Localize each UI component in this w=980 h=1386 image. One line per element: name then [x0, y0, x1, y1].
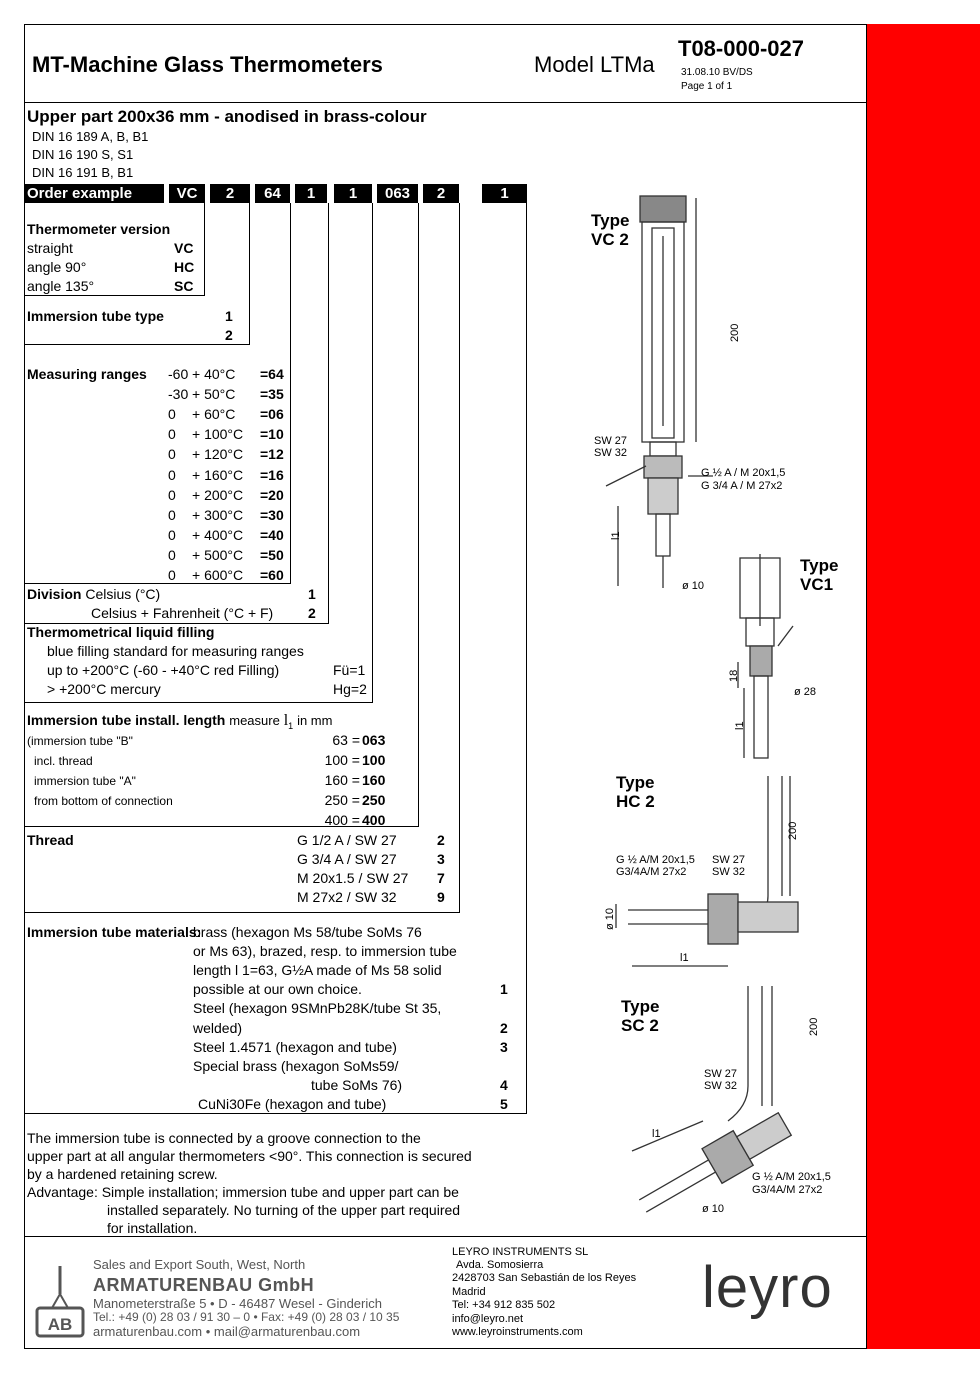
bracket-line [459, 203, 460, 912]
material-text: Steel (hexagon 9SMnPb28K/tube St 35, [193, 1000, 442, 1017]
sc2-l1: l1 [652, 1128, 661, 1140]
vc1-dia: ø 28 [794, 686, 817, 698]
filling-text: > +200°C mercury [47, 681, 161, 697]
range-low: -30 [168, 386, 189, 403]
material-text: welded) [193, 1019, 243, 1036]
subtitle: Upper part 200x36 mm - anodised in brass-colour [27, 107, 427, 126]
range-low: 0 [168, 446, 176, 463]
figure-label: Type [616, 773, 655, 792]
armaturenbau-logo-text: AB [47, 1315, 73, 1334]
version-code: SC [174, 278, 194, 294]
footer-phone: Tel.: +49 (0) 28 03 / 91 30 – 0 • Fax: +49 (0) 28 03 / 10 35 [93, 1310, 400, 1324]
bracket-line [372, 203, 373, 702]
section-heading: Immersion tube materials: [27, 924, 202, 940]
measure-symbol: l [283, 712, 289, 729]
armaturenbau-logo-icon [34, 1264, 86, 1340]
division-row [27, 586, 160, 602]
range-code: =35 [260, 386, 284, 403]
figure-label: VC1 [800, 575, 834, 594]
page-number: Page 1 of 1 [681, 81, 733, 92]
leyro-line: info@leyro.net [452, 1312, 524, 1325]
order-code-division: 1 [295, 184, 327, 203]
length-mm: 160 = [324, 772, 360, 788]
footer-address: Manometerstraße 5 • D - 46487 Wesel - Ginderich [93, 1296, 382, 1311]
length-note: immersion tube "A" [34, 774, 136, 788]
range-code: =30 [260, 506, 284, 523]
material-code: 1 [500, 981, 508, 998]
figure-label: SC 2 [621, 1016, 659, 1035]
material-text: Special brass (hexagon SoMs59/ [193, 1057, 399, 1074]
vc2-drawing [606, 196, 713, 588]
header-divider [24, 102, 867, 103]
order-code-tube-type: 2 [210, 184, 250, 203]
version-code: HC [174, 259, 195, 275]
tube-type-code: 1 [225, 308, 233, 324]
length-mm: 100 = [324, 752, 360, 768]
note-line: Advantage: Simple installation; immersion tube and upper part can be [27, 1183, 459, 1200]
section-heading: Immersion tube install. length [27, 712, 226, 728]
note-line: The immersion tube is connected by a groove connection to the [27, 1130, 421, 1146]
range-low: 0 [168, 426, 176, 443]
length-mm: 63 = [332, 732, 360, 748]
material-text: tube SoMs 76) [311, 1076, 403, 1093]
din-line: DIN 16 190 S, S1 [32, 147, 134, 162]
order-code-range: 64 [255, 184, 290, 203]
thread-label: G 1/2 A / SW 27 [297, 832, 397, 848]
hc2-dim-200: 200 [787, 821, 799, 840]
filling-text: up to +200°C (-60 - +40°C red Filling) [47, 662, 280, 678]
leyro-line: Tel: +34 912 835 502 [452, 1299, 556, 1312]
range-code: =64 [260, 366, 284, 382]
material-text: brass (hexagon Ms 58/tube SoMs 76 [193, 924, 422, 940]
order-code-length: 063 [377, 184, 418, 203]
hc2-sw: SW 32 [712, 866, 746, 878]
range-high: + 200°C [192, 486, 244, 503]
tube-type-code: 2 [225, 327, 233, 343]
length-code: 100 [362, 752, 386, 768]
vc2-sw: SW 32 [594, 447, 628, 459]
length-note: incl. thread [34, 754, 93, 768]
filling-text: blue filling standard for measuring ranges [47, 643, 304, 659]
range-code: =50 [260, 546, 284, 563]
range-high: + 60°C [192, 406, 236, 423]
range-high: + 160°C [192, 466, 244, 483]
range-code: =12 [260, 446, 284, 463]
order-code-material: 1 [482, 184, 527, 203]
bracket-line [24, 344, 250, 345]
section-heading: Thermometer version [27, 221, 171, 237]
material-text: or Ms 63), brazed, resp. to immersion tube [193, 943, 457, 960]
order-code-thread: 2 [423, 184, 459, 203]
range-low: 0 [168, 506, 176, 523]
bracket-line [526, 203, 527, 1113]
vc1-l1: l1 [734, 721, 746, 730]
hc2-l1: l1 [680, 952, 689, 964]
measure-suffix: in mm [297, 713, 333, 728]
red-side-bar [867, 24, 980, 1349]
division-code: 1 [308, 586, 316, 602]
hc2-dia: ø 10 [604, 907, 616, 930]
model-name: Model LTMa [534, 52, 655, 77]
material-text: length l 1=63, G½A made of Ms 58 solid [193, 962, 442, 979]
section-heading: Immersion tube type [27, 308, 164, 324]
range-low: 0 [168, 406, 176, 423]
footer-tagline: Sales and Export South, West, North [93, 1257, 306, 1272]
material-code: 4 [500, 1076, 508, 1093]
vc2-thread: G 3/4 A / M 27x2 [701, 480, 783, 492]
sc2-sw: SW 27 [704, 1068, 738, 1080]
material-text: possible at our own choice. [193, 981, 362, 998]
section-heading: Thermometrical liquid filling [27, 624, 215, 640]
filling-code: Hg=2 [333, 681, 367, 697]
range-low: 0 [168, 546, 176, 563]
bracket-line [24, 1113, 527, 1114]
bracket-line [24, 583, 291, 584]
length-code: 160 [362, 772, 386, 788]
order-code-version: VC [169, 184, 205, 203]
leyro-company: LEYRO INSTRUMENTS SL [452, 1246, 589, 1258]
thread-code: 9 [437, 889, 445, 905]
leyro-logo: leyro [702, 1255, 833, 1320]
length-note: (immersion tube "B" [27, 734, 133, 748]
range-low: 0 [168, 466, 176, 483]
range-code: =60 [260, 567, 284, 583]
sc2-dim-200: 200 [808, 1017, 820, 1036]
leyro-line: www.leyroinstruments.com [452, 1326, 583, 1338]
footer-web: armaturenbau.com • mail@armaturenbau.com [93, 1324, 361, 1339]
measure-prefix: measure [229, 713, 280, 728]
length-code: 063 [362, 732, 386, 748]
note-line: installed separately. No turning of the upper part required [107, 1201, 461, 1218]
material-code: 2 [500, 1019, 508, 1036]
vc2-l1: l1 [610, 531, 622, 540]
vc2-thread: G ½ A / M 20x1,5 [701, 467, 786, 479]
sc2-sw: SW 32 [704, 1080, 738, 1092]
length-code: 400 [362, 812, 386, 828]
version-label: angle 90° [27, 259, 87, 275]
leyro-line: 2428703 San Sebastián de los Reyes [452, 1272, 637, 1285]
material-code: 3 [500, 1038, 508, 1055]
range-code: =20 [260, 486, 284, 503]
thread-code: 2 [437, 832, 445, 848]
footer-divider [24, 1236, 867, 1237]
order-code-filling: 1 [334, 184, 372, 203]
thread-label: M 20x1.5 / SW 27 [297, 870, 409, 886]
range-low: 0 [168, 486, 176, 503]
hc2-thread: G3/4A/M 27x2 [616, 866, 687, 878]
range-high: + 400°C [192, 526, 244, 543]
thread-code: 3 [437, 851, 445, 867]
range-high: + 40°C [192, 366, 236, 382]
page-title: MT-Machine Glass Thermometers [32, 52, 383, 77]
version-label: angle 135° [27, 278, 95, 294]
figure-label: HC 2 [616, 792, 655, 811]
filling-code: Fü=1 [333, 662, 366, 678]
range-low: 0 [168, 526, 176, 543]
division-label: Celsius + Fahrenheit (°C + F) [91, 605, 274, 621]
range-code: =16 [260, 466, 284, 483]
bracket-line [290, 203, 291, 583]
vc2-dim-200: 200 [729, 323, 741, 342]
sc2-dia: ø 10 [702, 1203, 725, 1215]
bracket-line [24, 203, 25, 1236]
thread-label: G 3/4 A / SW 27 [297, 851, 397, 867]
range-low: 0 [168, 567, 176, 583]
range-code: =10 [260, 426, 284, 443]
document-date: 31.08.10 BV/DS [681, 67, 753, 78]
hc2-thread: G ½ A/M 20x1,5 [616, 854, 695, 866]
length-code: 250 [362, 792, 386, 808]
bracket-line [418, 203, 419, 826]
note-line: for installation. [107, 1219, 198, 1236]
leyro-line: Avda. Somosierra [456, 1259, 544, 1271]
din-line: DIN 16 189 A, B, B1 [32, 129, 149, 144]
range-high: + 300°C [192, 506, 244, 523]
section-heading: Division [27, 586, 82, 602]
hc2-sw: SW 27 [712, 854, 746, 866]
section-heading: Thread [27, 832, 74, 848]
leyro-line: Madrid [452, 1285, 486, 1298]
order-example-label: Order example [24, 184, 164, 203]
figure-label: VC 2 [591, 230, 629, 249]
range-code: =06 [260, 406, 284, 423]
figure-label: Type [621, 997, 660, 1016]
length-mm: 400 = [324, 812, 360, 828]
vc1-drawing [738, 554, 793, 758]
length-mm: 250 = [324, 792, 360, 808]
range-high: + 600°C [192, 567, 244, 583]
thread-label: M 27x2 / SW 32 [297, 889, 397, 905]
division-label: Celsius (°C) [85, 586, 161, 602]
length-note: from bottom of connection [34, 794, 173, 808]
bracket-line [24, 295, 205, 296]
range-high: + 100°C [192, 426, 244, 443]
range-low: -60 [168, 366, 189, 382]
bracket-line [204, 203, 205, 295]
note-line: upper part at all angular thermometers <90°. This connection is secured [27, 1147, 472, 1164]
version-code: VC [174, 240, 194, 256]
range-high: + 500°C [192, 546, 244, 563]
vc2-sw: SW 27 [594, 435, 628, 447]
vc2-dia: ø 10 [682, 580, 705, 592]
range-high: + 50°C [192, 386, 236, 403]
document-number: T08-000-027 [678, 36, 804, 61]
din-line: DIN 16 191 B, B1 [32, 165, 134, 180]
bracket-line [24, 702, 373, 703]
figure-label: Type [800, 556, 839, 575]
measure-subscript: 1 [288, 720, 294, 731]
range-high: + 120°C [192, 446, 244, 463]
bracket-line [24, 912, 460, 913]
footer-company: ARMATURENBAU GmbH [93, 1275, 315, 1295]
sc2-thread: G3/4A/M 27x2 [752, 1184, 823, 1196]
figure-label: Type [591, 211, 630, 230]
install-length-heading [27, 712, 332, 731]
division-code: 2 [308, 605, 316, 621]
section-heading: Measuring ranges [27, 366, 147, 382]
sc2-thread: G ½ A/M 20x1,5 [752, 1171, 831, 1183]
thread-code: 7 [437, 870, 445, 886]
material-text: Steel 1.4571 (hexagon and tube) [193, 1038, 397, 1055]
material-text: CuNi30Fe (hexagon and tube) [198, 1095, 387, 1112]
version-label: straight [27, 240, 73, 256]
bracket-line [328, 203, 329, 623]
material-code: 5 [500, 1095, 508, 1112]
note-line: by a hardened retaining screw. [27, 1165, 218, 1182]
bracket-line [249, 203, 250, 344]
range-code: =40 [260, 526, 284, 543]
vc1-dim-18: 18 [728, 669, 740, 682]
